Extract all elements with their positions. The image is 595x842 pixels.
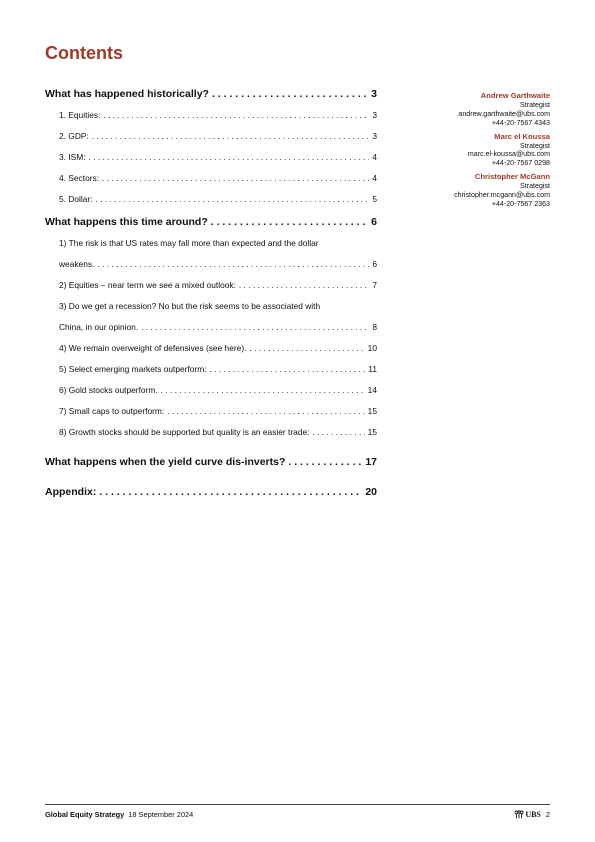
toc-heading-appendix[interactable] xyxy=(45,486,377,504)
contact-name: Andrew Garthwaite xyxy=(480,91,550,100)
contact-email-link[interactable]: andrew.garthwaite@ubs.com xyxy=(458,109,550,118)
toc-page-number: 14 xyxy=(367,385,377,395)
ubs-keys-icon xyxy=(514,810,524,819)
toc-leader xyxy=(102,173,369,183)
toc-page-number: 7 xyxy=(372,280,377,290)
footer-divider xyxy=(45,804,550,805)
toc-item-ism[interactable] xyxy=(45,152,377,167)
toc-page-number: 3 xyxy=(372,131,377,141)
contact-phone: +44-20-7567 4343 xyxy=(491,118,550,127)
toc-item-text: weakens. xyxy=(59,259,95,269)
toc-item-emerging-markets[interactable] xyxy=(45,364,377,379)
toc-item-text: 6) Gold stocks outperform. xyxy=(59,385,158,395)
contact-role: Strategist xyxy=(520,182,550,191)
toc-item-gdp[interactable] xyxy=(45,131,377,146)
contact-name: Marc el Koussa xyxy=(494,131,550,141)
toc-leader xyxy=(249,343,364,353)
toc-leader xyxy=(103,110,369,120)
toc-leader xyxy=(89,152,370,162)
toc-item-text: 8) Growth stocks should be supported but quality is an easier trade: xyxy=(59,427,310,437)
page-title: Contents xyxy=(45,43,123,63)
analyst-contacts xyxy=(390,92,550,214)
toc-leader xyxy=(141,322,369,332)
toc-leader xyxy=(97,259,369,269)
toc-item-defensives[interactable] xyxy=(45,343,377,358)
toc-page-number: 17 xyxy=(365,456,377,468)
toc-item-text: 1. Equities: xyxy=(59,110,101,120)
toc-heading-dis-inverts[interactable] xyxy=(45,456,377,474)
toc-item-text: 5. Dollar: xyxy=(59,194,93,204)
page-number: 2 xyxy=(545,809,550,819)
toc-page-number: 15 xyxy=(367,406,377,416)
toc-item-text: 4. Sectors: xyxy=(59,173,100,183)
toc-heading-text: Appendix: xyxy=(45,486,97,498)
toc-item-text: 4) We remain overweight of defensives (see here). xyxy=(59,343,247,353)
toc-leader xyxy=(212,88,368,100)
contact-role: Strategist xyxy=(520,141,550,150)
toc-page-number: 15 xyxy=(367,427,377,437)
toc-item-text: 2. GDP: xyxy=(59,131,89,141)
toc-item-equities-outlook[interactable] xyxy=(45,280,377,295)
toc-heading-text: What has happened historically? xyxy=(45,88,209,100)
toc-page-number: 4 xyxy=(372,152,377,162)
page-footer xyxy=(45,808,550,820)
contact-card xyxy=(390,173,550,209)
toc-item-dollar[interactable] xyxy=(45,194,377,209)
contact-card xyxy=(390,92,550,128)
toc-item-text: 2) Equities – near term we see a mixed outlook: xyxy=(59,280,236,290)
table-of-contents xyxy=(45,88,377,504)
toc-page-number: 5 xyxy=(372,194,377,204)
toc-leader xyxy=(239,280,369,290)
toc-item-text: China, in our opinion. xyxy=(59,322,139,332)
footer-brand xyxy=(514,810,550,819)
footer-publication: Global Equity Strategy xyxy=(45,809,125,819)
footer-date: 18 September 2024 xyxy=(128,809,194,819)
toc-leader xyxy=(211,216,368,228)
toc-page-number: 3 xyxy=(371,88,377,100)
toc-leader xyxy=(312,427,364,437)
contact-email-link[interactable]: marc.el-koussa@ubs.com xyxy=(467,150,550,159)
toc-item-text: 7) Small caps to outperform: xyxy=(59,406,165,416)
contact-card xyxy=(390,133,550,169)
toc-page-number: 3 xyxy=(372,110,377,120)
contact-role: Strategist xyxy=(520,100,550,109)
toc-item-equities[interactable] xyxy=(45,110,377,125)
toc-page-number: 10 xyxy=(367,343,377,353)
toc-page-number: 4 xyxy=(372,173,377,183)
toc-page-number: 6 xyxy=(371,216,377,228)
toc-item-rates[interactable] xyxy=(45,259,377,274)
toc-page-number: 11 xyxy=(368,364,377,374)
footer-publication-info xyxy=(45,810,193,819)
toc-leader xyxy=(288,456,362,468)
contact-name: Christopher McGann xyxy=(474,172,550,182)
toc-leader xyxy=(210,364,366,374)
toc-item-growth-stocks[interactable] xyxy=(45,427,377,442)
toc-item-text: 5) Select emerging markets outperform: xyxy=(59,364,207,374)
contact-phone: +44-20-7567 2363 xyxy=(491,199,550,208)
toc-heading-happened-historically[interactable] xyxy=(45,88,377,106)
toc-leader xyxy=(161,385,365,395)
toc-heading-text: What happens when the yield curve dis-inverts? xyxy=(45,456,286,468)
contact-phone: +44-20-7567 0298 xyxy=(491,159,550,168)
toc-page-number: 20 xyxy=(365,486,377,498)
toc-item-recession-line1[interactable]: 3) Do we get a recession? No but the risk seems to be associated with xyxy=(59,301,321,311)
toc-leader xyxy=(99,486,362,498)
toc-item-sectors[interactable] xyxy=(45,173,377,188)
toc-item-small-caps[interactable] xyxy=(45,406,377,421)
toc-leader xyxy=(96,194,370,204)
toc-leader xyxy=(92,131,370,141)
toc-page-number: 6 xyxy=(372,259,377,269)
contact-email-link[interactable]: christopher.mcgann@ubs.com xyxy=(454,191,550,200)
toc-heading-text: What happens this time around? xyxy=(45,216,208,228)
brand-wordmark: UBS xyxy=(525,809,541,819)
toc-page-number: 8 xyxy=(372,322,377,332)
toc-item-recession[interactable] xyxy=(45,322,377,337)
toc-heading-this-time-around[interactable] xyxy=(45,216,377,234)
toc-leader xyxy=(167,406,364,416)
toc-item-text: 3. ISM: xyxy=(59,152,86,162)
toc-item-rates-line1[interactable]: 1) The risk is that US rates may fall more than expected and the dollar xyxy=(59,238,319,248)
toc-item-gold-stocks[interactable] xyxy=(45,385,377,400)
